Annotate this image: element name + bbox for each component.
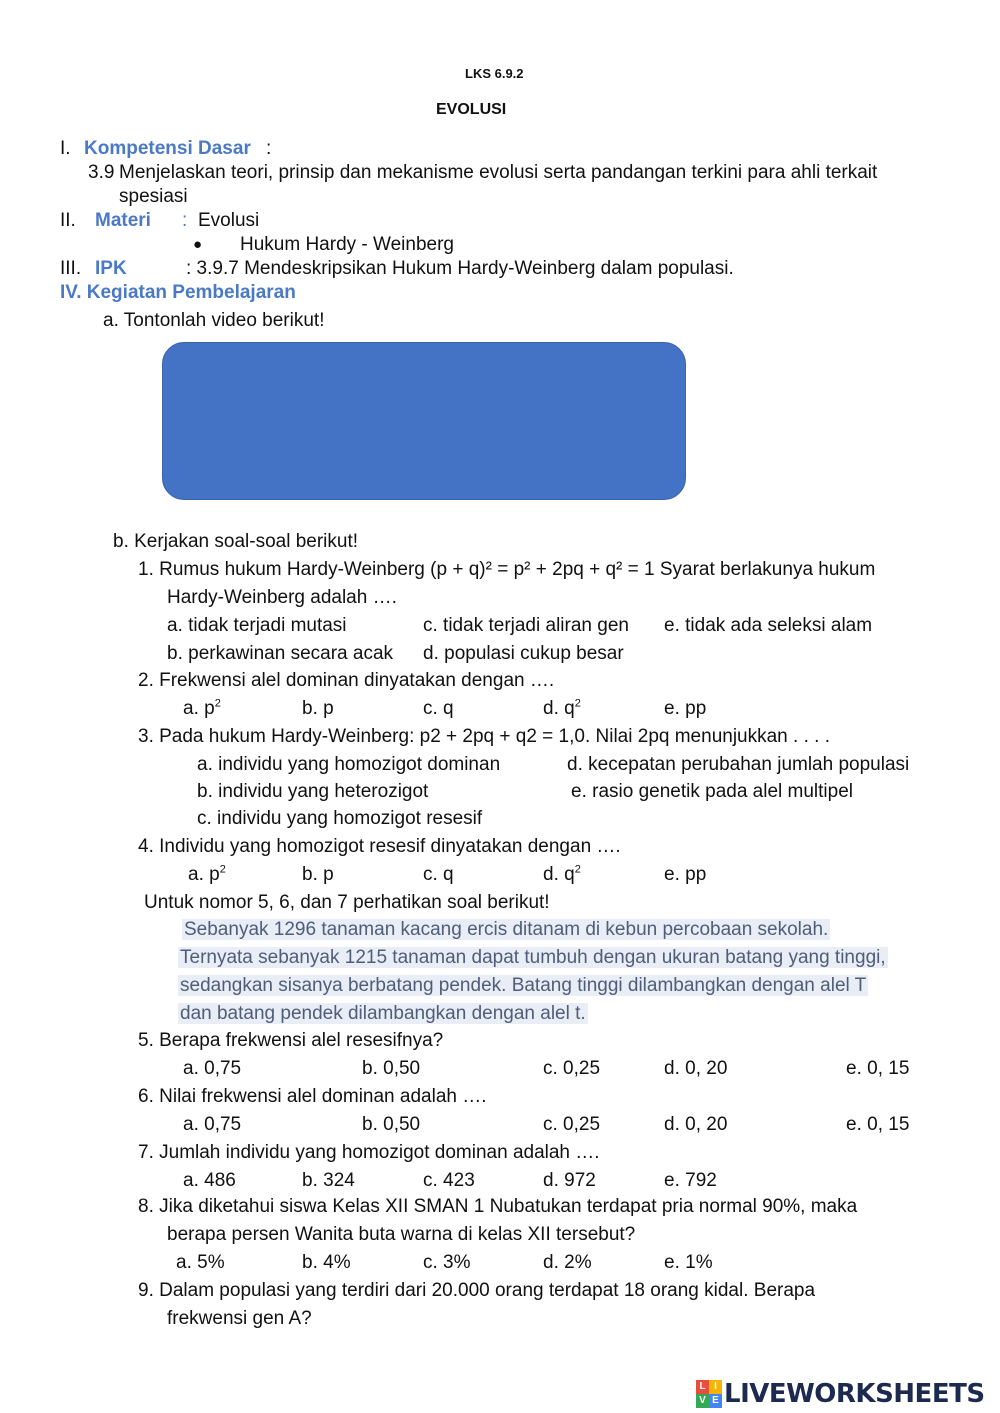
kd-text-line2: spesiasi [119, 186, 188, 207]
q6-option-a[interactable]: a. 0,75 [183, 1114, 242, 1135]
q7-option-c[interactable]: c. 423 [423, 1170, 475, 1191]
q2-option-c[interactable]: c. q [423, 698, 454, 719]
question-4: 4. Individu yang homozigot resesif dinyatakan dengan …. [138, 836, 621, 857]
q2-option-d[interactable] [543, 697, 581, 721]
document-title: EVOLUSI [436, 101, 507, 118]
section-1-number: I. [60, 138, 71, 159]
section-2-value: Evolusi [198, 210, 260, 231]
liveworksheets-logo-icon [696, 1380, 722, 1408]
document-code: LKS 6.9.2 [465, 66, 524, 81]
section-1-colon: : [266, 138, 272, 159]
question-9-line1: 9. Dalam populasi yang terdiri dari 20.000 orang terdapat 18 orang kidal. Berapa [138, 1280, 816, 1301]
q4-option-a-text: a. p [188, 864, 220, 885]
q2-option-b[interactable]: b. p [302, 698, 334, 719]
activity-a: a. Tontonlah video berikut! [103, 310, 325, 331]
question-8-line1: 8. Jika diketahui siswa Kelas XII SMAN 1 Nubatukan terdapat pria normal 90%, maka [138, 1196, 858, 1217]
question-7: 7. Jumlah individu yang homozigot dominan adalah …. [138, 1142, 600, 1163]
q8-option-d[interactable]: d. 2% [543, 1252, 592, 1273]
liveworksheets-logo [696, 1376, 985, 1412]
section-2-colon: : [182, 210, 188, 231]
question-1-line2: Hardy-Weinberg adalah …. [167, 587, 397, 608]
q4-option-c[interactable]: c. q [423, 864, 454, 885]
video-placeholder[interactable] [162, 342, 686, 500]
q3-option-d[interactable]: d. kecepatan perubahan jumlah populasi [567, 754, 910, 775]
q4-option-d[interactable] [543, 863, 581, 887]
q2-option-a-text: a. p [183, 698, 215, 719]
question-2: 2. Frekwensi alel dominan dinyatakan dengan …. [138, 670, 555, 691]
q5-option-a[interactable]: a. 0,75 [183, 1058, 242, 1079]
kd-number: 3.9 [88, 162, 115, 183]
passage-line4: dan batang pendek dilambangkan dengan alel t. [180, 1003, 586, 1024]
q5-option-d[interactable]: d. 0, 20 [664, 1058, 728, 1079]
q2-option-d-sup: 2 [574, 697, 581, 710]
q3-option-a[interactable]: a. individu yang homozigot dominan [197, 754, 501, 775]
q1-option-b[interactable]: b. perkawinan secara acak [167, 643, 394, 664]
question-3: 3. Pada hukum Hardy-Weinberg: p2 + 2pq + q2 = 1,0. Nilai 2pq menunjukkan . . . . [138, 726, 830, 747]
q2-option-e[interactable]: e. pp [664, 698, 707, 719]
kd-text-line1: Menjelaskan teori, prinsip dan mekanisme evolusi serta pandangan terkini para ahli terkait [119, 162, 878, 183]
section-3-label: IPK [95, 258, 127, 279]
q3-option-c[interactable]: c. individu yang homozigot resesif [197, 808, 483, 829]
section-2-number: II. [60, 210, 76, 231]
question-1-line1: 1. Rumus hukum Hardy-Weinberg (p + q)² = p² + 2pq + q² = 1 Syarat berlakunya hukum [138, 559, 876, 580]
q8-option-e[interactable]: e. 1% [664, 1252, 713, 1273]
q4-option-e[interactable]: e. pp [664, 864, 707, 885]
passage-line3: sedangkan sisanya berbatang pendek. Batang tinggi dilambangkan dengan alel T [180, 975, 867, 996]
activity-b: b. Kerjakan soal-soal berikut! [113, 531, 359, 552]
q6-option-b[interactable]: b. 0,50 [362, 1114, 421, 1135]
q2-option-a-sup: 2 [214, 697, 221, 710]
q6-option-c[interactable]: c. 0,25 [543, 1114, 601, 1135]
q6-option-e[interactable]: e. 0, 15 [846, 1114, 910, 1135]
q8-option-b[interactable]: b. 4% [302, 1252, 351, 1273]
bullet-icon: ● [193, 236, 203, 253]
question-5: 5. Berapa frekwensi alel resesifnya? [138, 1030, 444, 1051]
materi-bullet-text: Hukum Hardy - Weinberg [240, 234, 455, 255]
q5-option-c[interactable]: c. 0,25 [543, 1058, 601, 1079]
section-3-number: III. [60, 258, 82, 279]
liveworksheets-logo-text: LIVEWORKSHEETS [724, 1379, 985, 1409]
q1-option-c[interactable]: c. tidak terjadi aliran gen [423, 615, 629, 636]
q1-option-d[interactable]: d. populasi cukup besar [423, 643, 624, 664]
question-9-line2: frekwensi gen A? [167, 1308, 312, 1329]
q7-option-b[interactable]: b. 324 [302, 1170, 355, 1191]
q7-option-d[interactable]: d. 972 [543, 1170, 596, 1191]
q7-option-e[interactable]: e. 792 [664, 1170, 717, 1191]
q4-option-a-sup: 2 [219, 863, 226, 876]
q8-option-c[interactable]: c. 3% [423, 1252, 471, 1273]
passage-line1: Sebanyak 1296 tanaman kacang ercis ditanam di kebun percobaan sekolah. [184, 919, 829, 940]
question-6: 6. Nilai frekwensi alel dominan adalah …. [138, 1086, 487, 1107]
q5-option-b[interactable]: b. 0,50 [362, 1058, 421, 1079]
logo-mark-l: L [696, 1380, 709, 1394]
passage-line2: Ternyata sebanyak 1215 tanaman dapat tumbuh dengan ukuran batang yang tinggi, [180, 947, 886, 968]
logo-mark-e: E [709, 1394, 722, 1408]
q8-option-a[interactable]: a. 5% [176, 1252, 225, 1273]
q4-option-d-text: d. q [543, 864, 575, 885]
section-1-label: Kompetensi Dasar [84, 138, 251, 159]
q4-option-d-sup: 2 [574, 863, 581, 876]
question-8-line2: berapa persen Wanita buta warna di kelas XII tersebut? [167, 1224, 636, 1245]
q3-option-b[interactable]: b. individu yang heterozigot [197, 781, 429, 802]
passage-intro: Untuk nomor 5, 6, dan 7 perhatikan soal berikut! [144, 892, 550, 913]
q2-option-d-text: d. q [543, 698, 575, 719]
q1-option-e[interactable]: e. tidak ada seleksi alam [664, 615, 873, 636]
section-3-value: : 3.9.7 Mendeskripsikan Hukum Hardy-Weinberg dalam populasi. [186, 258, 734, 279]
q3-option-e[interactable]: e. rasio genetik pada alel multipel [571, 781, 854, 802]
logo-mark-i: I [709, 1380, 722, 1394]
q2-option-a[interactable] [183, 697, 221, 721]
q6-option-d[interactable]: d. 0, 20 [664, 1114, 728, 1135]
q5-option-e[interactable]: e. 0, 15 [846, 1058, 910, 1079]
logo-mark-v: V [696, 1394, 709, 1408]
q1-option-a[interactable]: a. tidak terjadi mutasi [167, 615, 347, 636]
section-2-label: Materi [95, 210, 151, 231]
section-4-label: IV. Kegiatan Pembelajaran [60, 282, 296, 303]
q4-option-a[interactable] [188, 863, 226, 887]
q4-option-b[interactable]: b. p [302, 864, 334, 885]
q7-option-a[interactable]: a. 486 [183, 1170, 236, 1191]
